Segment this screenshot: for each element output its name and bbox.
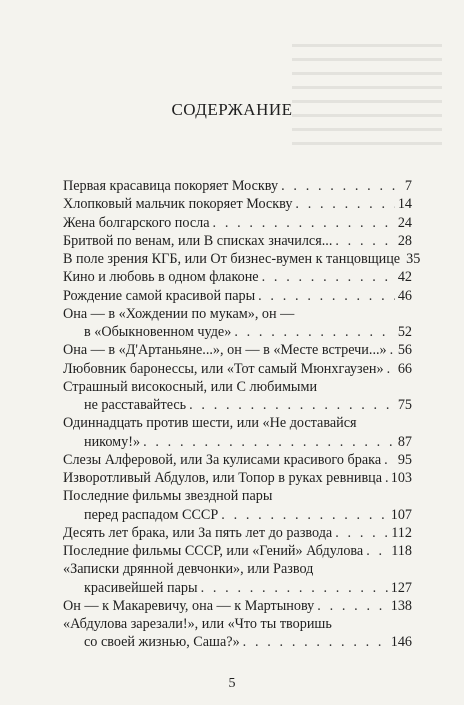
- toc-entry: [63, 560, 412, 597]
- toc-entry-title: Десять лет брака, или За пять лет до развода: [63, 524, 333, 541]
- toc-entry-page: 46: [397, 287, 412, 304]
- toc-entry-title: Бритвой по венам, или В списках значился...: [63, 232, 333, 249]
- toc-entry: [63, 378, 412, 415]
- toc-entry-title: Она — в «Хождении по мукам», он —: [63, 305, 295, 322]
- toc-entry-page: 107: [390, 506, 412, 523]
- toc-entry-title: Кино и любовь в одном флаконе: [63, 269, 259, 286]
- toc-entry: [63, 615, 412, 652]
- toc-entry-title: Слезы Алферовой, или За кулисами красивого брака: [63, 451, 382, 468]
- dot-leader: [262, 268, 395, 286]
- toc-entry-title: Любовник баронессы, или «Тот самый Мюнхгаузен»: [63, 360, 384, 377]
- toc-entry-title: никому!»: [84, 433, 141, 450]
- page-title: СОДЕРЖАНИЕ: [171, 100, 293, 119]
- dot-leader: [213, 214, 395, 232]
- dot-leader: [258, 287, 395, 305]
- toc-entry-page: 35: [406, 251, 421, 267]
- toc-entry-page: 28: [397, 232, 412, 249]
- toc-entry-title: Первая красавица покоряет Москву: [63, 178, 279, 194]
- toc-entry-title: не расставайтесь: [84, 397, 187, 413]
- dot-leader: [189, 396, 395, 414]
- toc-entry: [63, 232, 412, 250]
- toc-entry-title: Он — к Макаревичу, она — к Мартынову: [63, 597, 315, 614]
- dot-leader: [221, 506, 387, 524]
- dot-leader: [317, 597, 387, 615]
- toc-entry-page: 14: [397, 196, 412, 213]
- toc-entry-page: 7: [404, 178, 412, 194]
- toc-entry-title: Жена болгарского посла: [63, 214, 210, 231]
- dot-leader: [143, 433, 395, 451]
- toc-entry-page: 95: [397, 451, 412, 468]
- toc-entry: [63, 305, 412, 342]
- toc-entry-title: Она — в «Д'Артаньяне...», он — в «Месте встречи...»: [63, 342, 387, 359]
- bleed-through-text: [292, 44, 442, 154]
- toc-entry-title: Изворотливый Абдулов, или Топор в руках ревнивца: [63, 470, 383, 486]
- dot-leader: [335, 524, 388, 542]
- toc-entry-page: 42: [397, 269, 412, 286]
- toc-entry: [63, 287, 412, 305]
- dot-leader: [281, 177, 402, 195]
- toc-entry-title: Последние фильмы звездной пары: [63, 488, 273, 505]
- toc-entry-title: «Записки дрянной девчонки», или Развод: [63, 561, 314, 578]
- toc-entry-title: Рождение самой красивой пары: [63, 287, 256, 304]
- toc-entry-title: Страшный високосный, или С любимыми: [63, 378, 318, 395]
- toc-entry: [63, 268, 412, 286]
- page-number: 5: [228, 676, 236, 691]
- dot-leader: [335, 232, 394, 250]
- toc-entry-page: 87: [397, 433, 412, 450]
- toc-entry-page: 56: [397, 342, 412, 359]
- toc-entry-page: 138: [390, 597, 412, 614]
- toc-entry-page: 146: [390, 634, 412, 651]
- dot-leader: [234, 323, 395, 341]
- toc-entry-page: 112: [391, 524, 412, 541]
- toc-entry: [63, 214, 412, 232]
- toc-entry-page: 75: [397, 397, 412, 413]
- toc-entry: [63, 542, 412, 560]
- toc-entry: [63, 469, 412, 487]
- toc-entry-title: перед распадом СССР: [84, 506, 219, 523]
- toc-entry-page: 118: [391, 543, 412, 559]
- toc-entry-page: 24: [397, 214, 412, 231]
- toc-entry-title: Хлопковый мальчик покоряет Москву: [63, 196, 293, 213]
- dot-leader: [366, 542, 388, 560]
- toc-entry-title: «Абдулова зарезали!», или «Что ты творишь: [63, 616, 332, 632]
- toc-entry-title: в «Обыкновенном чуде»: [84, 324, 232, 340]
- toc-entry-title: красивейшей пары: [84, 579, 198, 596]
- toc-entry: [63, 195, 412, 213]
- toc-entry: [63, 250, 421, 268]
- dot-leader: [384, 451, 395, 469]
- toc-entry-title: Последние фильмы СССР, или «Гений» Абдулова: [63, 543, 364, 559]
- toc-entry-page: 103: [390, 470, 412, 486]
- table-of-contents: [63, 177, 421, 652]
- toc-entry-title: со своей жизнью, Саша?»: [84, 634, 240, 651]
- dot-leader: [201, 579, 388, 597]
- toc-entry: [63, 177, 412, 195]
- toc-entry-page: 127: [390, 579, 412, 596]
- toc-entry: [63, 524, 412, 542]
- dot-leader: [387, 360, 395, 378]
- dot-leader: [295, 195, 394, 213]
- toc-entry: [63, 414, 412, 451]
- toc-entry: [63, 360, 412, 378]
- toc-entry-title: В поле зрения КГБ, или От бизнес-вумен к танцовщице: [63, 251, 401, 267]
- dot-leader: [390, 341, 395, 359]
- toc-entry: [63, 341, 412, 359]
- toc-entry-title: Одиннадцать против шести, или «Не доставайся: [63, 415, 357, 432]
- toc-entry-page: 66: [397, 360, 412, 377]
- toc-entry: [63, 451, 412, 469]
- toc-entry-page: 52: [397, 324, 412, 340]
- dot-leader: [243, 633, 388, 651]
- toc-entry: [63, 487, 412, 524]
- dot-leader: [385, 469, 388, 487]
- toc-entry: [63, 597, 412, 615]
